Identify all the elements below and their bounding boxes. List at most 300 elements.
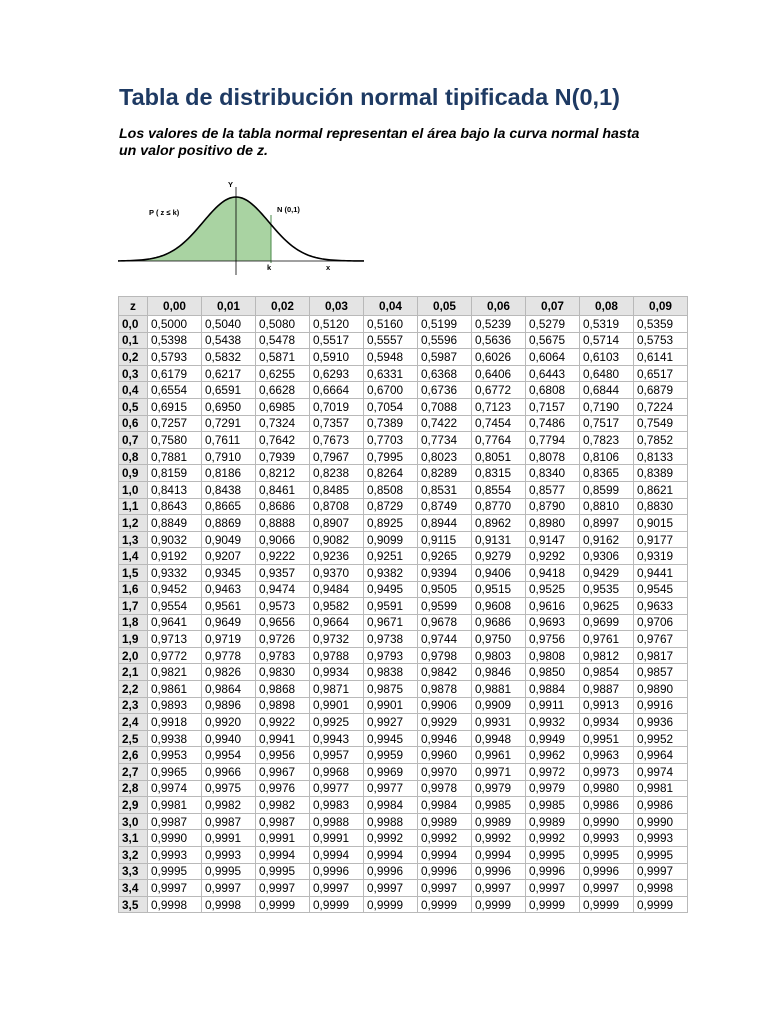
table-cell: 0,9996 (472, 863, 526, 880)
table-cell: 0,9686 (472, 614, 526, 631)
table-cell: 0,9207 (202, 548, 256, 565)
table-cell: 0,9881 (472, 681, 526, 698)
table-cell: 0,9608 (472, 598, 526, 615)
table-cell: 0,9965 (148, 764, 202, 781)
table-cell: 0,9991 (310, 830, 364, 847)
table-cell: 0,9996 (418, 863, 472, 880)
table-cell: 0,9890 (634, 681, 688, 698)
table-cell: 0,7123 (472, 398, 526, 415)
table-cell: 0,9406 (472, 564, 526, 581)
table-cell: 0,9920 (202, 714, 256, 731)
table-cell: 0,5239 (472, 316, 526, 333)
table-cell: 0,9878 (418, 681, 472, 698)
table-cell: 0,9997 (472, 880, 526, 897)
table-cell: 0,9999 (310, 896, 364, 913)
table-cell: 0,9972 (526, 764, 580, 781)
row-header: 1,4 (119, 548, 148, 565)
table-cell: 0,9830 (256, 664, 310, 681)
table-cell: 0,7823 (580, 432, 634, 449)
table-cell: 0,9901 (310, 697, 364, 714)
normal-curve-svg (116, 175, 366, 280)
table-cell: 0,8830 (634, 498, 688, 515)
table-cell: 0,9826 (202, 664, 256, 681)
table-row (119, 365, 688, 382)
table-row (119, 316, 688, 333)
table-cell: 0,8461 (256, 481, 310, 498)
table-cell: 0,6064 (526, 349, 580, 366)
table-cell: 0,9793 (364, 647, 418, 664)
table-row (119, 797, 688, 814)
row-header: 2,5 (119, 730, 148, 747)
table-cell: 0,9474 (256, 581, 310, 598)
table-cell: 0,9987 (256, 813, 310, 830)
column-header: 0,02 (256, 297, 310, 316)
table-cell: 0,9974 (634, 764, 688, 781)
table-cell: 0,9783 (256, 647, 310, 664)
table-cell: 0,6255 (256, 365, 310, 382)
table-cell: 0,9898 (256, 697, 310, 714)
table-cell: 0,9803 (472, 647, 526, 664)
table-cell: 0,8749 (418, 498, 472, 515)
table-cell: 0,9582 (310, 598, 364, 615)
table-cell: 0,6985 (256, 398, 310, 415)
table-cell: 0,9977 (310, 780, 364, 797)
table-cell: 0,9988 (364, 813, 418, 830)
table-cell: 0,9954 (202, 747, 256, 764)
table-row (119, 465, 688, 482)
table-header-row (119, 297, 688, 316)
table-cell: 0,9738 (364, 631, 418, 648)
column-header: 0,08 (580, 297, 634, 316)
table-cell: 0,9941 (256, 730, 310, 747)
normal-curve-figure (116, 175, 366, 280)
table-cell: 0,9995 (256, 863, 310, 880)
table-cell: 0,8485 (310, 481, 364, 498)
table-cell: 0,9292 (526, 548, 580, 565)
table-cell: 0,9957 (310, 747, 364, 764)
table-cell: 0,9996 (526, 863, 580, 880)
table-cell: 0,9484 (310, 581, 364, 598)
table-cell: 0,6772 (472, 382, 526, 399)
table-cell: 0,7995 (364, 448, 418, 465)
table-cell: 0,9884 (526, 681, 580, 698)
table-cell: 0,5557 (364, 332, 418, 349)
table-cell: 0,9988 (310, 813, 364, 830)
table-cell: 0,9999 (580, 896, 634, 913)
table-cell: 0,7257 (148, 415, 202, 432)
table-cell: 0,9992 (472, 830, 526, 847)
table-cell: 0,9966 (202, 764, 256, 781)
probability-label: P ( z ≤ k) (149, 208, 180, 217)
row-header: 2,0 (119, 647, 148, 664)
table-cell: 0,9429 (580, 564, 634, 581)
table-cell: 0,6844 (580, 382, 634, 399)
table-cell: 0,9994 (310, 847, 364, 864)
table-cell: 0,5871 (256, 349, 310, 366)
table-cell: 0,9931 (472, 714, 526, 731)
table-cell: 0,9999 (418, 896, 472, 913)
table-cell: 0,8186 (202, 465, 256, 482)
row-header: 0,6 (119, 415, 148, 432)
table-cell: 0,9979 (526, 780, 580, 797)
table-cell: 0,8849 (148, 515, 202, 532)
column-header: 0,03 (310, 297, 364, 316)
table-cell: 0,9951 (580, 730, 634, 747)
table-cell: 0,6664 (310, 382, 364, 399)
table-cell: 0,7764 (472, 432, 526, 449)
table-cell: 0,9772 (148, 647, 202, 664)
table-cell: 0,9495 (364, 581, 418, 598)
table-cell: 0,7088 (418, 398, 472, 415)
table-cell: 0,5160 (364, 316, 418, 333)
table-cell: 0,5948 (364, 349, 418, 366)
table-row (119, 614, 688, 631)
table-row (119, 498, 688, 515)
table-cell: 0,9985 (526, 797, 580, 814)
table-cell: 0,6480 (580, 365, 634, 382)
table-cell: 0,9846 (472, 664, 526, 681)
table-cell: 0,9664 (310, 614, 364, 631)
row-header: 3,3 (119, 863, 148, 880)
table-cell: 0,5596 (418, 332, 472, 349)
row-header: 1,6 (119, 581, 148, 598)
table-cell: 0,5478 (256, 332, 310, 349)
table-cell: 0,9706 (634, 614, 688, 631)
table-cell: 0,8665 (202, 498, 256, 515)
row-header: 1,5 (119, 564, 148, 581)
table-cell: 0,9932 (526, 714, 580, 731)
table-cell: 0,9992 (526, 830, 580, 847)
table-cell: 0,9649 (202, 614, 256, 631)
table-cell: 0,5714 (580, 332, 634, 349)
row-header: 1,3 (119, 531, 148, 548)
table-cell: 0,9929 (418, 714, 472, 731)
table-cell: 0,9599 (418, 598, 472, 615)
table-cell: 0,6628 (256, 382, 310, 399)
table-row (119, 780, 688, 797)
table-cell: 0,9854 (580, 664, 634, 681)
table-cell: 0,9916 (634, 697, 688, 714)
table-cell: 0,8686 (256, 498, 310, 515)
table-cell: 0,9997 (310, 880, 364, 897)
table-cell: 0,5832 (202, 349, 256, 366)
table-cell: 0,9798 (418, 647, 472, 664)
table-cell: 0,9913 (580, 697, 634, 714)
table-cell: 0,9990 (580, 813, 634, 830)
table-cell: 0,9222 (256, 548, 310, 565)
table-cell: 0,8907 (310, 515, 364, 532)
table-cell: 0,6591 (202, 382, 256, 399)
table-cell: 0,9394 (418, 564, 472, 581)
table-cell: 0,9978 (418, 780, 472, 797)
table-cell: 0,9732 (310, 631, 364, 648)
table-cell: 0,9977 (364, 780, 418, 797)
table-cell: 0,6026 (472, 349, 526, 366)
table-cell: 0,9962 (526, 747, 580, 764)
table-cell: 0,9452 (148, 581, 202, 598)
table-cell: 0,9911 (526, 697, 580, 714)
table-cell: 0,8531 (418, 481, 472, 498)
table-cell: 0,9192 (148, 548, 202, 565)
table-cell: 0,9115 (418, 531, 472, 548)
table-cell: 0,9693 (526, 614, 580, 631)
table-cell: 0,7642 (256, 432, 310, 449)
table-cell: 0,5398 (148, 332, 202, 349)
table-cell: 0,9997 (418, 880, 472, 897)
table-cell: 0,8770 (472, 498, 526, 515)
table-cell: 0,5279 (526, 316, 580, 333)
table-cell: 0,8888 (256, 515, 310, 532)
table-cell: 0,9999 (364, 896, 418, 913)
table-cell: 0,8997 (580, 515, 634, 532)
row-header: 0,1 (119, 332, 148, 349)
table-cell: 0,9927 (364, 714, 418, 731)
table-cell: 0,9857 (634, 664, 688, 681)
table-cell: 0,6808 (526, 382, 580, 399)
table-cell: 0,7549 (634, 415, 688, 432)
table-cell: 0,7794 (526, 432, 580, 449)
table-cell: 0,9788 (310, 647, 364, 664)
table-row (119, 863, 688, 880)
table-cell: 0,9973 (580, 764, 634, 781)
table-cell: 0,6179 (148, 365, 202, 382)
row-header: 2,6 (119, 747, 148, 764)
table-cell: 0,9515 (472, 581, 526, 598)
table-cell: 0,9943 (310, 730, 364, 747)
row-header: 0,2 (119, 349, 148, 366)
table-cell: 0,5080 (256, 316, 310, 333)
row-header: 0,8 (119, 448, 148, 465)
table-cell: 0,9864 (202, 681, 256, 698)
table-cell: 0,8413 (148, 481, 202, 498)
row-header: 0,4 (119, 382, 148, 399)
table-cell: 0,9963 (580, 747, 634, 764)
table-cell: 0,7673 (310, 432, 364, 449)
table-cell: 0,7967 (310, 448, 364, 465)
row-header: 1,8 (119, 614, 148, 631)
table-row (119, 481, 688, 498)
table-cell: 0,9901 (364, 697, 418, 714)
table-cell: 0,9418 (526, 564, 580, 581)
table-cell: 0,9948 (472, 730, 526, 747)
row-header: 2,2 (119, 681, 148, 698)
table-cell: 0,9995 (526, 847, 580, 864)
table-cell: 0,8599 (580, 481, 634, 498)
table-cell: 0,9761 (580, 631, 634, 648)
table-cell: 0,9554 (148, 598, 202, 615)
table-cell: 0,9994 (472, 847, 526, 864)
page-title: Tabla de distribución normal tipificada N(0,1) (119, 84, 620, 110)
table-cell: 0,9991 (202, 830, 256, 847)
corner-header: z (119, 297, 148, 316)
table-cell: 0,8315 (472, 465, 526, 482)
table-cell: 0,9984 (364, 797, 418, 814)
table-cell: 0,9999 (256, 896, 310, 913)
table-cell: 0,6406 (472, 365, 526, 382)
table-cell: 0,8980 (526, 515, 580, 532)
table-cell: 0,5438 (202, 332, 256, 349)
table-cell: 0,9987 (148, 813, 202, 830)
table-cell: 0,9678 (418, 614, 472, 631)
table-cell: 0,9778 (202, 647, 256, 664)
table-cell: 0,9959 (364, 747, 418, 764)
table-cell: 0,9382 (364, 564, 418, 581)
table-body (119, 316, 688, 913)
row-header: 3,2 (119, 847, 148, 864)
table-cell: 0,8438 (202, 481, 256, 498)
table-cell: 0,9993 (148, 847, 202, 864)
table-row (119, 830, 688, 847)
row-header: 3,5 (119, 896, 148, 913)
table-row (119, 847, 688, 864)
table-cell: 0,9996 (580, 863, 634, 880)
table-cell: 0,9850 (526, 664, 580, 681)
table-cell: 0,9925 (310, 714, 364, 731)
table-cell: 0,9997 (364, 880, 418, 897)
row-header: 3,4 (119, 880, 148, 897)
table-cell: 0,9633 (634, 598, 688, 615)
table-cell: 0,8790 (526, 498, 580, 515)
table-cell: 0,9990 (634, 813, 688, 830)
table-cell: 0,8962 (472, 515, 526, 532)
table-cell: 0,8133 (634, 448, 688, 465)
table-cell: 0,6141 (634, 349, 688, 366)
table-row (119, 598, 688, 615)
table-cell: 0,9994 (256, 847, 310, 864)
table-cell: 0,9995 (148, 863, 202, 880)
row-header: 2,3 (119, 697, 148, 714)
table-cell: 0,9625 (580, 598, 634, 615)
table-cell: 0,9989 (526, 813, 580, 830)
table-cell: 0,9332 (148, 564, 202, 581)
table-cell: 0,6293 (310, 365, 364, 382)
table-cell: 0,9525 (526, 581, 580, 598)
table-cell: 0,7486 (526, 415, 580, 432)
table-cell: 0,9591 (364, 598, 418, 615)
table-cell: 0,9989 (472, 813, 526, 830)
table-cell: 0,9997 (580, 880, 634, 897)
table-row (119, 531, 688, 548)
column-header: 0,00 (148, 297, 202, 316)
table-cell: 0,9279 (472, 548, 526, 565)
table-cell: 0,9918 (148, 714, 202, 731)
table-cell: 0,5793 (148, 349, 202, 366)
table-cell: 0,9821 (148, 664, 202, 681)
table-cell: 0,9573 (256, 598, 310, 615)
table-cell: 0,8708 (310, 498, 364, 515)
table-cell: 0,5199 (418, 316, 472, 333)
table-cell: 0,9936 (634, 714, 688, 731)
row-header: 2,1 (119, 664, 148, 681)
table-cell: 0,7910 (202, 448, 256, 465)
table-row (119, 896, 688, 913)
column-header: 0,01 (202, 297, 256, 316)
table-cell: 0,9887 (580, 681, 634, 698)
table-cell: 0,9992 (418, 830, 472, 847)
table-cell: 0,6443 (526, 365, 580, 382)
table-cell: 0,9812 (580, 647, 634, 664)
table-cell: 0,9871 (310, 681, 364, 698)
table-cell: 0,9940 (202, 730, 256, 747)
row-header: 1,2 (119, 515, 148, 532)
table-cell: 0,6879 (634, 382, 688, 399)
table-cell: 0,8944 (418, 515, 472, 532)
table-cell: 0,9938 (148, 730, 202, 747)
k-label: k (267, 263, 272, 272)
z-table (118, 296, 688, 913)
row-header: 3,0 (119, 813, 148, 830)
table-cell: 0,9998 (634, 880, 688, 897)
table-cell: 0,9699 (580, 614, 634, 631)
table-cell: 0,7703 (364, 432, 418, 449)
row-header: 1,9 (119, 631, 148, 648)
table-cell: 0,8365 (580, 465, 634, 482)
table-cell: 0,9345 (202, 564, 256, 581)
table-cell: 0,9981 (148, 797, 202, 814)
table-cell: 0,9505 (418, 581, 472, 598)
table-cell: 0,6915 (148, 398, 202, 415)
table-cell: 0,9960 (418, 747, 472, 764)
table-cell: 0,5040 (202, 316, 256, 333)
table-cell: 0,9719 (202, 631, 256, 648)
table-cell: 0,5517 (310, 332, 364, 349)
table-cell: 0,9817 (634, 647, 688, 664)
table-cell: 0,9994 (418, 847, 472, 864)
table-cell: 0,9868 (256, 681, 310, 698)
table-cell: 0,8810 (580, 498, 634, 515)
table-cell: 0,9656 (256, 614, 310, 631)
table-row (119, 515, 688, 532)
table-cell: 0,9985 (472, 797, 526, 814)
table-cell: 0,9970 (418, 764, 472, 781)
table-cell: 0,5000 (148, 316, 202, 333)
table-cell: 0,7852 (634, 432, 688, 449)
table-cell: 0,9370 (310, 564, 364, 581)
table-cell: 0,9934 (580, 714, 634, 731)
table-row (119, 432, 688, 449)
table-cell: 0,9750 (472, 631, 526, 648)
table-cell: 0,9131 (472, 531, 526, 548)
table-cell: 0,9441 (634, 564, 688, 581)
table-cell: 0,9984 (418, 797, 472, 814)
table-cell: 0,9993 (634, 830, 688, 847)
table-cell: 0,9987 (202, 813, 256, 830)
table-cell: 0,9964 (634, 747, 688, 764)
table-cell: 0,9909 (472, 697, 526, 714)
table-row (119, 415, 688, 432)
table-cell: 0,6217 (202, 365, 256, 382)
row-header: 0,5 (119, 398, 148, 415)
table-cell: 0,6950 (202, 398, 256, 415)
table-cell: 0,7224 (634, 398, 688, 415)
table-cell: 0,9251 (364, 548, 418, 565)
column-header: 0,07 (526, 297, 580, 316)
table-cell: 0,5319 (580, 316, 634, 333)
table-cell: 0,9265 (418, 548, 472, 565)
table-cell: 0,8508 (364, 481, 418, 498)
table-cell: 0,9726 (256, 631, 310, 648)
table-cell: 0,8023 (418, 448, 472, 465)
row-header: 0,7 (119, 432, 148, 449)
table-cell: 0,9999 (472, 896, 526, 913)
x-axis-label: x (326, 263, 331, 272)
table-cell: 0,9986 (580, 797, 634, 814)
table-row (119, 448, 688, 465)
table-row (119, 730, 688, 747)
table-cell: 0,9616 (526, 598, 580, 615)
table-cell: 0,9949 (526, 730, 580, 747)
table-cell: 0,5987 (418, 349, 472, 366)
